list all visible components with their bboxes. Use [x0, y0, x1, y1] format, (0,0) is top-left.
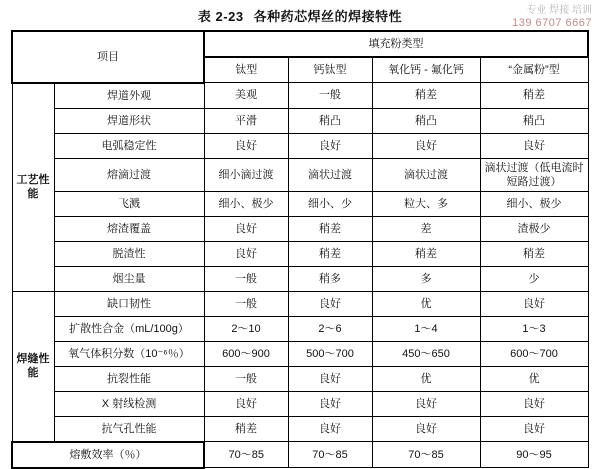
cell: 良好: [204, 133, 288, 158]
cell: 稍差: [288, 241, 372, 266]
row-label-efficiency: 熔敷效率（％）: [12, 442, 204, 468]
cell: 一般: [288, 83, 372, 109]
row-label: 扩散性合金（mL/100g）: [54, 316, 204, 341]
table-row: [12, 241, 588, 266]
table-number: 表 2-23: [197, 9, 244, 24]
table-row: [12, 191, 588, 216]
row-label: 缺口韧性: [54, 291, 204, 316]
cell: 细小、少: [288, 191, 372, 216]
cell: 稍凸: [372, 108, 480, 133]
cell: 一般: [204, 291, 288, 316]
cell: 美观: [204, 83, 288, 109]
cell: 稍差: [372, 83, 480, 109]
table-title: [0, 0, 600, 30]
cell: 70～85: [372, 442, 480, 468]
cell: 一般: [204, 266, 288, 291]
cell: 70～85: [204, 442, 288, 468]
cell: 优: [372, 366, 480, 391]
header-item-label: 项目: [12, 31, 204, 83]
cell: 优: [480, 366, 588, 391]
row-label: 熔渣覆盖: [54, 216, 204, 241]
row-label: 氧气体积分数（10⁻⁶％）: [54, 341, 204, 366]
row-label: 抗气孔性能: [54, 416, 204, 442]
table-row: [12, 216, 588, 241]
cell: 稍差: [480, 83, 588, 109]
cell: 1～3: [480, 316, 588, 341]
cell: 多: [372, 266, 480, 291]
table-row: [12, 83, 588, 109]
cell: 滴状过渡: [288, 158, 372, 191]
cell: 良好: [288, 366, 372, 391]
cell: 稍凸: [480, 108, 588, 133]
cell: 稍差: [288, 216, 372, 241]
table-row: [12, 266, 588, 291]
row-label: 焊道外观: [54, 83, 204, 109]
header-column-2: 氧化钙 - 氟化钙: [372, 57, 480, 83]
row-label: 熔滴过渡: [54, 158, 204, 191]
cell: 450～650: [372, 341, 480, 366]
table-row-footer: [12, 442, 588, 468]
cell: 良好: [480, 133, 588, 158]
cell: 500～700: [288, 341, 372, 366]
table-row: [12, 391, 588, 416]
cell: 稍多: [288, 266, 372, 291]
table-row: [12, 108, 588, 133]
cell: 良好: [288, 391, 372, 416]
row-label: 抗裂性能: [54, 366, 204, 391]
watermark-line-2: 139 6707 6667: [512, 17, 592, 29]
row-label: 烟尘量: [54, 266, 204, 291]
cell: 良好: [372, 416, 480, 442]
header-column-0: 钛型: [204, 57, 288, 83]
cell: 600～700: [480, 341, 588, 366]
table-row-header-top: [12, 31, 588, 57]
cell: 1～4: [372, 316, 480, 341]
table-row: [12, 158, 588, 191]
cell: 2～6: [288, 316, 372, 341]
header-column-3: “金属粉”型: [480, 57, 588, 83]
cell: 优: [372, 291, 480, 316]
cell: 少: [480, 266, 588, 291]
cell: 细小滴过渡: [204, 158, 288, 191]
cell: 稍差: [480, 241, 588, 266]
header-column-1: 钙钛型: [288, 57, 372, 83]
cell: 滴状过渡（低电流时短路过渡）: [480, 158, 588, 191]
cell: 一般: [204, 366, 288, 391]
row-label: 电弧稳定性: [54, 133, 204, 158]
cell: 滴状过渡: [372, 158, 480, 191]
group-label-process: 工艺性能: [12, 83, 54, 292]
row-label: 焊道形状: [54, 108, 204, 133]
cell: 良好: [480, 391, 588, 416]
cell: 600～900: [204, 341, 288, 366]
cell: 稍凸: [288, 108, 372, 133]
cell: 90～95: [480, 442, 588, 468]
cell: 稍差: [372, 241, 480, 266]
table-row: [12, 133, 588, 158]
cell: 细小、极少: [480, 191, 588, 216]
cell: 70～85: [288, 442, 372, 468]
cell: 良好: [288, 416, 372, 442]
row-label: 飞溅: [54, 191, 204, 216]
row-label: 脱渣性: [54, 241, 204, 266]
cell: 粒大、多: [372, 191, 480, 216]
watermark-line-1: 专业 焊接 培训: [526, 5, 592, 16]
table-row: [12, 366, 588, 391]
table-row: [12, 416, 588, 442]
table-row: [12, 291, 588, 316]
header-group-label: 填充粉类型: [204, 31, 588, 57]
cell: 良好: [288, 291, 372, 316]
cell: 渣极少: [480, 216, 588, 241]
cell: 良好: [480, 416, 588, 442]
table-row: [12, 341, 588, 366]
table-title-text: 各种药芯焊丝的焊接特性: [253, 9, 403, 24]
cell: 2～10: [204, 316, 288, 341]
cell: 细小、极少: [204, 191, 288, 216]
cell: 良好: [480, 291, 588, 316]
cell: 稍差: [204, 416, 288, 442]
cell: 良好: [372, 391, 480, 416]
cell: 良好: [288, 133, 372, 158]
table-row: [12, 316, 588, 341]
cell: 良好: [204, 241, 288, 266]
cell: 良好: [372, 133, 480, 158]
cell: 差: [372, 216, 480, 241]
specification-table: [11, 30, 589, 469]
cell: 良好: [204, 391, 288, 416]
group-label-weld: 焊缝性能: [12, 291, 54, 442]
cell: 平滑: [204, 108, 288, 133]
row-label: X 射线检测: [54, 391, 204, 416]
cell: 良好: [204, 216, 288, 241]
